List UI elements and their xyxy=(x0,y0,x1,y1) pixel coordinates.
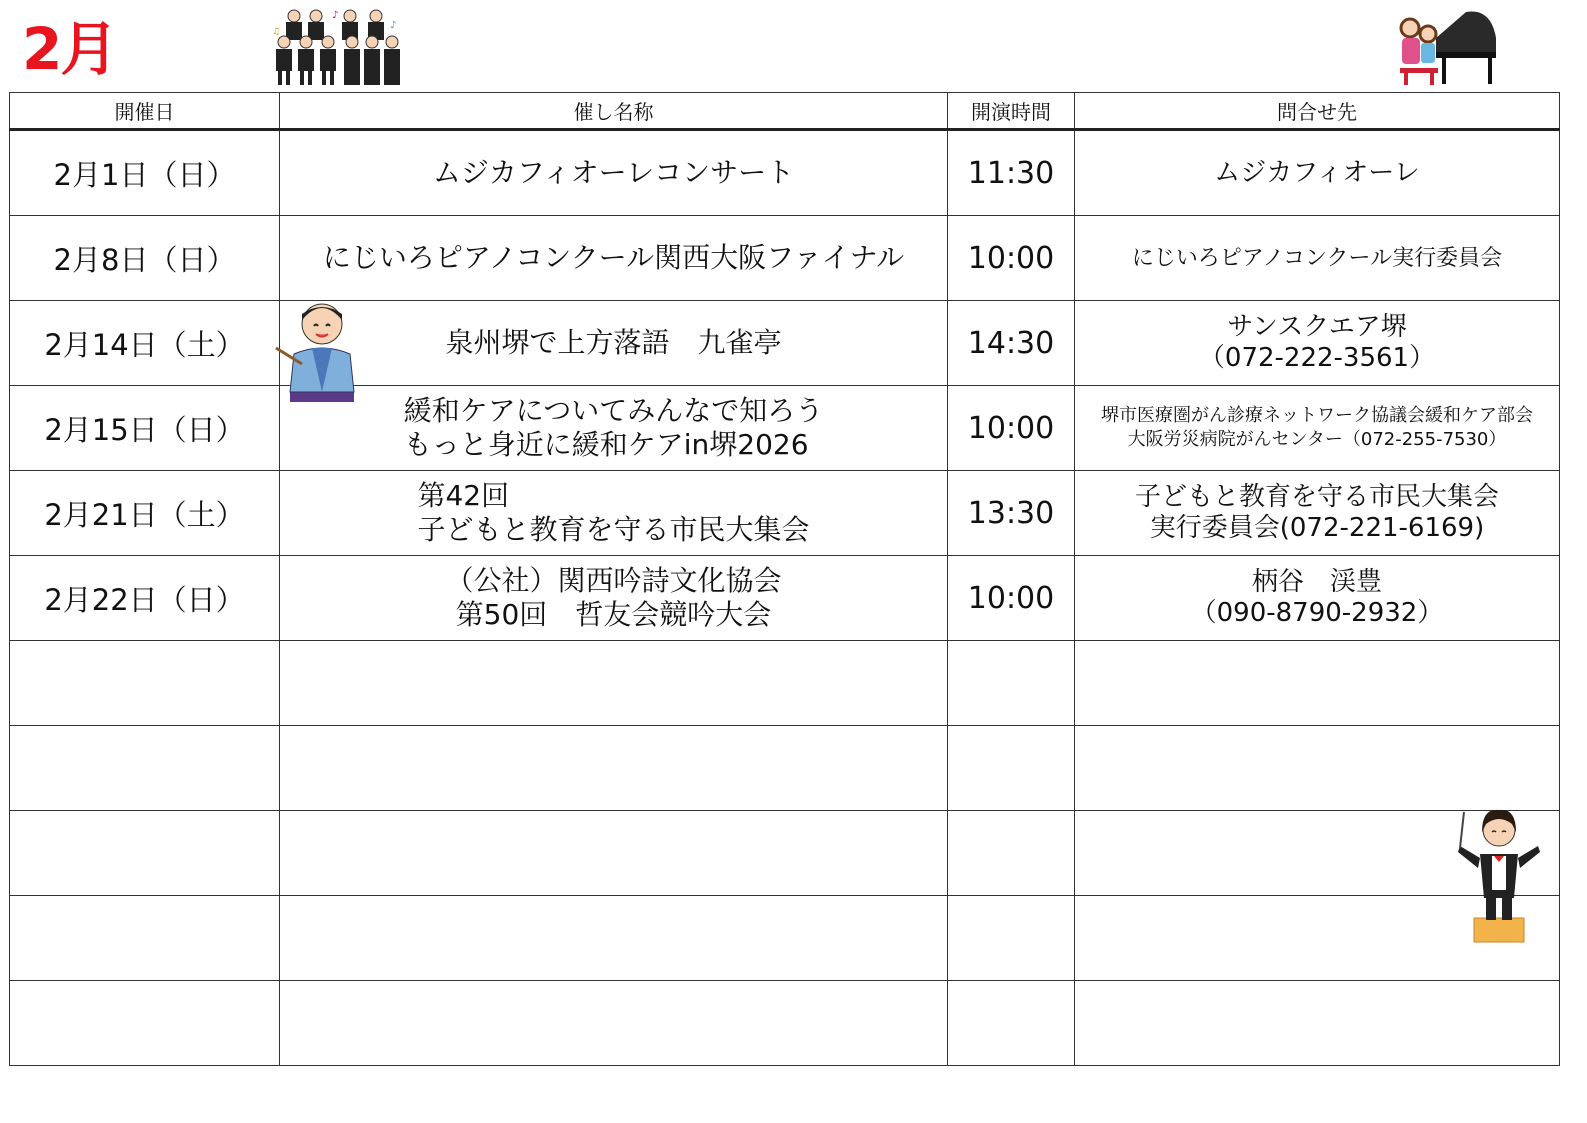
event-name: にじいろピアノコンクール関西大阪ファイナル xyxy=(280,216,948,301)
conductor-icon xyxy=(1452,798,1544,946)
header-time: 開演時間 xyxy=(948,93,1075,130)
event-contact: サンスクエア堺 （072-222-3561） xyxy=(1075,301,1560,386)
event-name: 第42回 子どもと教育を守る市民大集会 xyxy=(280,471,948,556)
svg-text:♪: ♪ xyxy=(390,20,397,31)
event-time: 11:30 xyxy=(948,130,1075,216)
piano-duet-icon xyxy=(1396,8,1500,86)
table-row-empty xyxy=(10,896,1560,981)
table-header-row xyxy=(10,93,1560,130)
table-row xyxy=(10,556,1560,641)
event-date: 2月8日（日） xyxy=(10,216,280,301)
event-date: 2月22日（日） xyxy=(10,556,280,641)
event-name: ムジカフィオーレコンサート xyxy=(280,130,948,216)
month-title: 2月 xyxy=(22,15,117,83)
event-time: 13:30 xyxy=(948,471,1075,556)
event-name: 泉州堺で上方落語 九雀亭 xyxy=(280,301,948,386)
event-time: 10:00 xyxy=(948,556,1075,641)
event-schedule-table xyxy=(9,92,1560,1066)
event-contact: 柄谷 渓豊 （090-8790-2932） xyxy=(1075,556,1560,641)
choir-icon xyxy=(272,6,408,86)
svg-text:♪: ♪ xyxy=(332,10,339,21)
header-date: 開催日 xyxy=(10,93,280,130)
event-time: 14:30 xyxy=(948,301,1075,386)
svg-text:♫: ♫ xyxy=(272,27,281,37)
rakugo-performer-icon xyxy=(272,298,362,406)
event-time: 10:00 xyxy=(948,216,1075,301)
header-event: 催し名称 xyxy=(280,93,948,130)
event-name: （公社）関西吟詩文化協会 第50回 哲友会競吟大会 xyxy=(280,556,948,641)
event-contact: ムジカフィオーレ xyxy=(1075,130,1560,216)
event-date: 2月14日（土） xyxy=(10,301,280,386)
event-date: 2月1日（日） xyxy=(10,130,280,216)
table-row xyxy=(10,216,1560,301)
table-row-empty xyxy=(10,981,1560,1066)
table-row-empty xyxy=(10,726,1560,811)
event-contact: 堺市医療圏がん診療ネットワーク協議会緩和ケア部会 大阪労災病院がんセンター（072-255-7530） xyxy=(1075,386,1560,471)
event-name: 緩和ケアについてみんなで知ろう もっと身近に緩和ケアin堺2026 xyxy=(280,386,948,471)
event-time: 10:00 xyxy=(948,386,1075,471)
header-contact: 問合せ先 xyxy=(1075,93,1560,130)
table-row-empty xyxy=(10,811,1560,896)
table-row xyxy=(10,386,1560,471)
event-contact: 子どもと教育を守る市民大集会 実行委員会(072-221-6169) xyxy=(1075,471,1560,556)
table-row xyxy=(10,130,1560,216)
event-date: 2月15日（日） xyxy=(10,386,280,471)
event-contact: にじいろピアノコンクール実行委員会 xyxy=(1075,216,1560,301)
table-row xyxy=(10,471,1560,556)
table-row xyxy=(10,301,1560,386)
table-row-empty xyxy=(10,641,1560,726)
event-date: 2月21日（土） xyxy=(10,471,280,556)
